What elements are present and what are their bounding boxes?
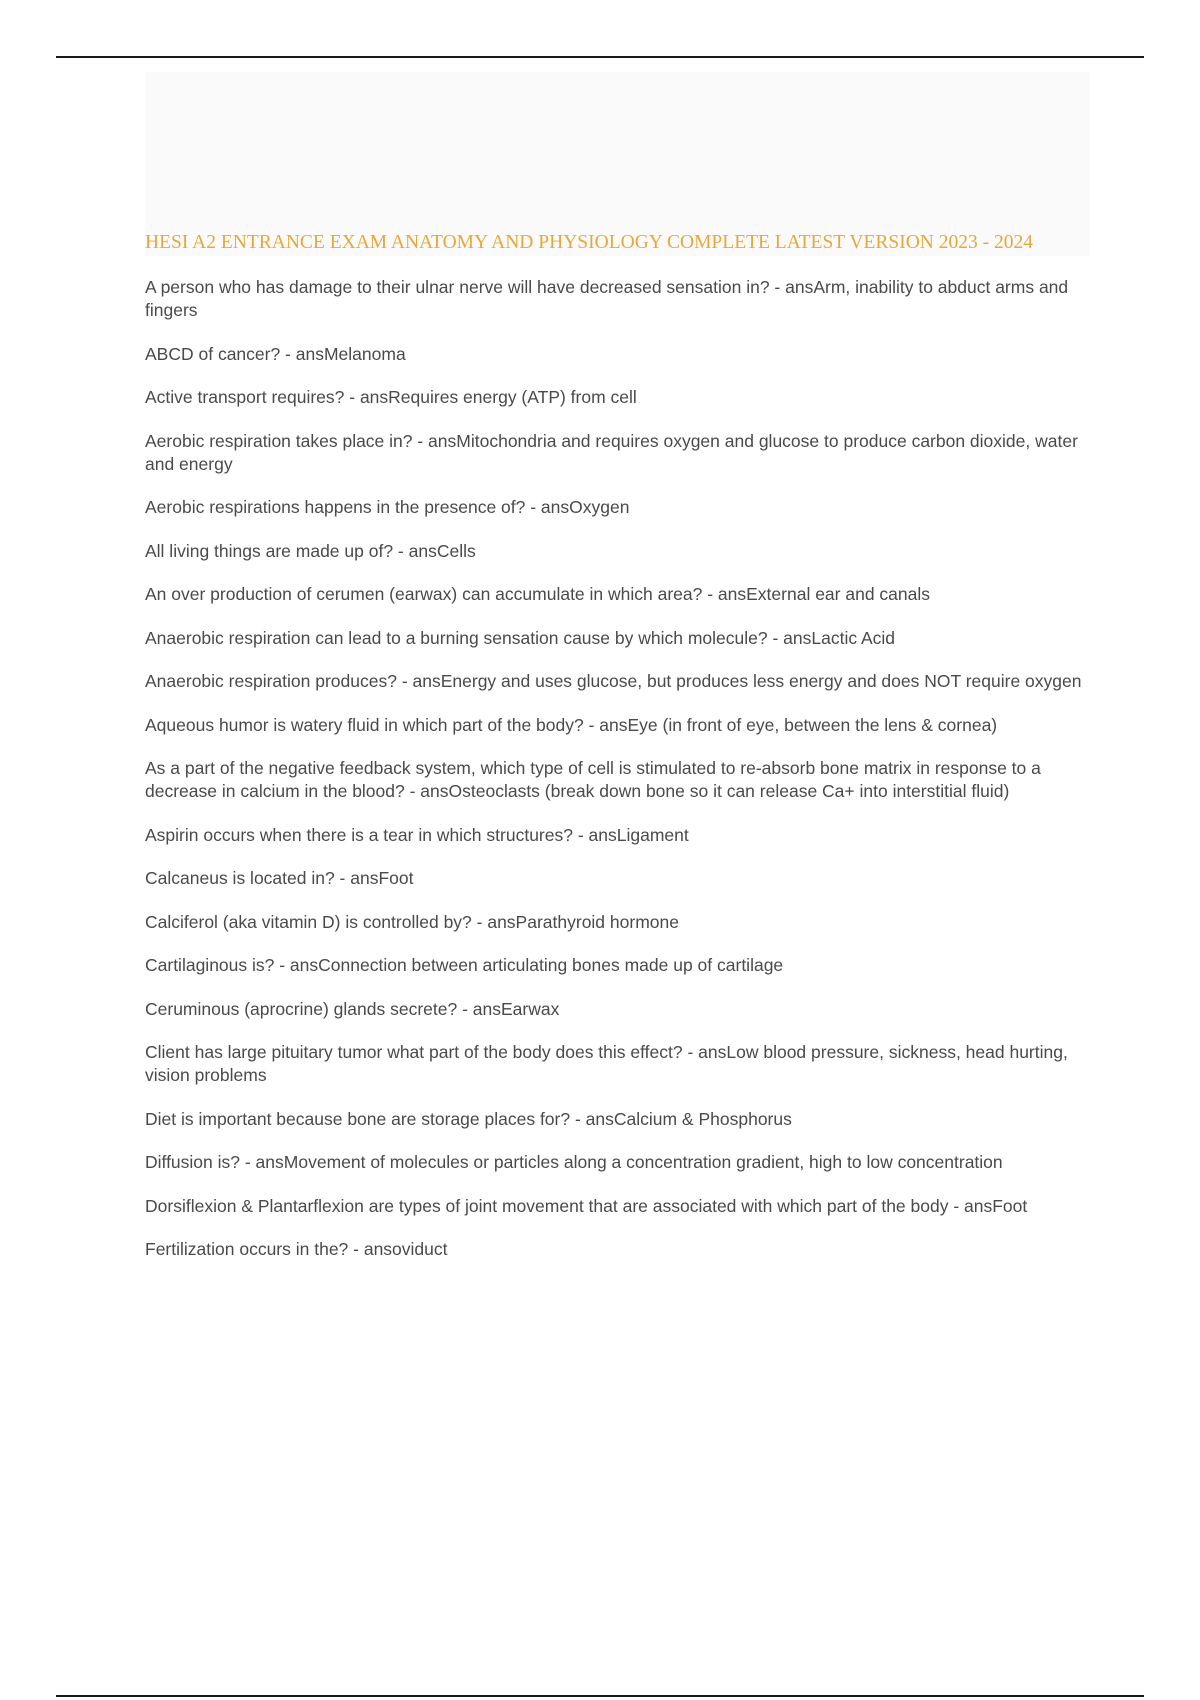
document-body [145, 72, 1090, 1282]
qa-item: Anaerobic respiration can lead to a burning sensation cause by which molecule? - ansLactic Acid [145, 627, 896, 648]
bottom-rule [56, 1695, 1144, 1697]
qa-item: A person who has damage to their ulnar nerve will have decreased sensation in? - ansArm, inability to abduct arms and fingers [145, 277, 1069, 320]
qa-item: As a part of the negative feedback system, which type of cell is stimulated to re-absorb bone matrix in response to a decrease in calcium in the blood? - ansOsteoclasts (break down bone so it can release Ca+ into interstitial fluid) [145, 758, 1041, 801]
qa-item: Diet is important because bone are storage places for? - ansCalcium & Phosphorus [145, 1108, 792, 1129]
qa-list [145, 276, 1090, 1261]
qa-item: An over production of cerumen (earwax) can accumulate in which area? - ansExternal ear and canals [145, 584, 930, 604]
qa-item: Ceruminous (aprocrine) glands secrete? - ansEarwax [145, 998, 560, 1019]
qa-item: ABCD of cancer? - ansMelanoma [145, 343, 406, 364]
qa-item: Dorsiflexion & Plantarflexion are types of joint movement that are associated with which part of the body - ansFoot [145, 1195, 1028, 1216]
qa-item: Aerobic respirations happens in the presence of? - ansOxygen [145, 497, 630, 517]
qa-item: Diffusion is? - ansMovement of molecules or particles along a concentration gradient, high to low concentration [145, 1152, 1003, 1172]
top-rule [56, 56, 1144, 58]
qa-item: Calciferol (aka vitamin D) is controlled by? - ansParathyroid hormone [145, 911, 679, 932]
qa-item: Client has large pituitary tumor what part of the body does this effect? - ansLow blood pressure, sickness, head hurting, vision problems [145, 1042, 1068, 1085]
qa-item: Fertilization occurs in the? - ansoviduct [145, 1239, 448, 1259]
qa-item: Anaerobic respiration produces? - ansEnergy and uses glucose, but produces less energy and does NOT require oxygen [145, 671, 1082, 691]
document-title: HESI A2 ENTRANCE EXAM ANATOMY AND PHYSIOLOGY COMPLETE LATEST VERSION 2023 - 2024 [145, 232, 1034, 253]
qa-item: Cartilaginous is? - ansConnection between articulating bones made up of cartilage [145, 955, 784, 975]
qa-item: Aerobic respiration takes place in? - ansMitochondria and requires oxygen and glucose to produce carbon dioxide, water and energy [145, 430, 1078, 474]
qa-item: Calcaneus is located in? - ansFoot [145, 868, 414, 888]
title-block [145, 72, 1090, 256]
qa-item: Aqueous humor is watery fluid in which part of the body? - ansEye (in front of eye, between the lens & cornea) [145, 714, 998, 735]
qa-item: Aspirin occurs when there is a tear in which structures? - ansLigament [145, 824, 689, 845]
qa-item: All living things are made up of? - ansCells [145, 540, 476, 561]
qa-item: Active transport requires? - ansRequires energy (ATP) from cell [145, 387, 637, 407]
